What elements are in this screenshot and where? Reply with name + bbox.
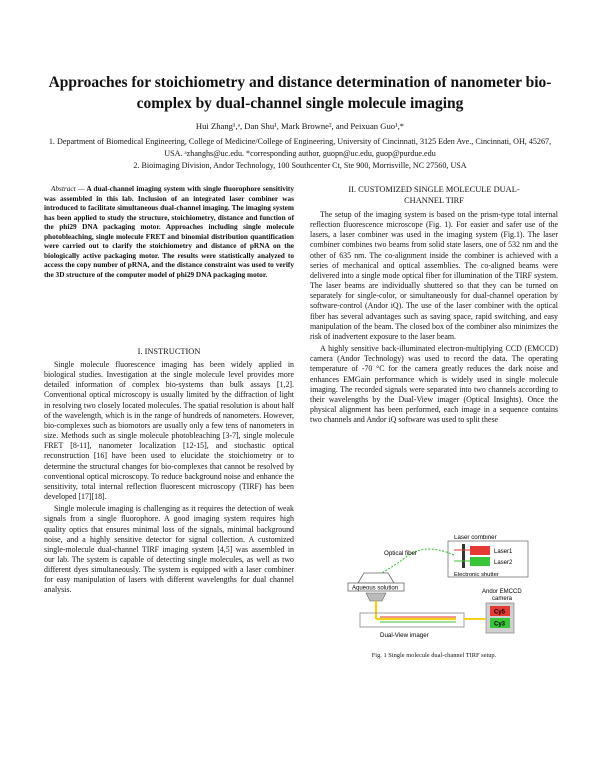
cy5-label: Cy5 (494, 609, 506, 616)
abstract (44, 184, 294, 279)
section-2-heading-line-2: CHANNEL TIRF (404, 196, 464, 205)
abstract-label: Abstract — (50, 184, 85, 193)
section-2-body (310, 210, 558, 427)
objective-lens-icon (366, 593, 386, 601)
abstract-text: A dual-channel imaging system with single fluorophore sensitivity was assembled in this lab. Inclusion of an integrated laser combiner was introduced to facilitate simultaneous dual-channel imaging. The imaging system has been applied to study the structure, stoichiometry, distance and function of the phi29 DNA packaging motor. Approaches including single molecule photobleaching, single molecule FRET and binomial distribution quantification were carried out to clarify the stoichiometry and distance of pRNA on the biologically active packaging motor. The results were statistically analyzed to access the copy number of pRNA, and the distance constraint was used to verify the 3D structure of the computer model of phi29 DNA packaging motor. (44, 184, 294, 279)
section-2-heading (310, 184, 558, 206)
camera-label-line2: camera (492, 596, 513, 602)
prism-icon (358, 573, 394, 583)
section-2-paragraph-1: The setup of the imaging system is based on the prism-type total internal reflection fluorescence microscope (Fig. 1). For easier and safer use of the lasers, a laser combiner was used in the imaging system (Fig.1). The laser combiner combines two beams from solid state lasers, one of 532 nm and the other of 635 nm. The co-alignment inside the combiner is achieved with a series of mechanical and optical assemblies. The co-aligned beams were delivered into a single mode optical fiber for illumination of the TIRF system. The laser beams are individually shuttered so that they can be turned on separately for single-color, or simultaneously for dual-channel operation by software-control (Andor iQ). The use of the laser combiner with the optical fiber has several advantages such as saving space, rapid switching, and easy manipulation of the beam. The closed box of the combiner also minimizes the risk of inadvertent exposure to the laser beam. (310, 210, 558, 341)
laser1-label: Laser1 (494, 549, 513, 555)
figure-1-caption: Fig. 1 Single molecule dual-channel TIRF setup. (371, 652, 497, 659)
figure-1-setup (336, 535, 546, 647)
section-1-body (44, 360, 294, 598)
laser2-icon (470, 557, 490, 566)
section-2-heading-line-1: II. CUSTOMIZED SINGLE MOLECULE DUAL- (348, 185, 520, 194)
camera-label-line1: Andor EMCCD (482, 589, 522, 595)
laser2-label: Laser2 (494, 560, 513, 566)
section-1-paragraph-1: Single molecule fluorescence imaging has been widely applied in biological studies. Investigation at the single molecule level provides more detailed information of complex bio-systems than bulk assays [1,2]. Conventional optical microscopy is usually limited by the diffraction of light in resolving two closely located molecules. The spatial resolution is about half of the wavelength, which is in the range of hundreds of nanometers. However, bio-complexes such as biomotors are usually only a few tens of nanometers in size. Methods such as single molecule photobleaching [3-7], single molecule FRET [8-11], nanometer localization [12-15], and stochastic optical reconstruction [16] have been used to elucidate the stoichiometry or to determine the structural changes for bio-complexes that cannot be resolved by conventional optical microscopy. To reduce background noise and enhance the sensitivity, total internal reflection fluorescent microscopy (TIRF) has been developed [17][18]. (44, 360, 294, 502)
laser-combiner-label: Laser combiner (454, 535, 497, 541)
section-1-heading: I. INSTRUCTION (137, 347, 201, 356)
section-1-paragraph-2: Single molecule imaging is challenging as it requires the detection of weak signals from a single fluorophore. A good imaging system requires high quality optics that ensures minimal loss of the signals, minimal background noise, and a highly sensitive detector for signal collection. A customized single-molecule dual-channel TIRF imaging system [4,5] was assembled in our lab. The system is capable of detecting single molecules, as well as two different dyes simultaneously. The system is equipped with a laser combiner for easy manipulation of lasers with different wavelengths for dual channel analysis. (44, 504, 294, 595)
laser1-icon (470, 546, 490, 555)
optical-fiber-label: Optical fiber (384, 550, 418, 557)
shutter-label: Electronic shutter (454, 572, 499, 578)
author-list: Hui Zhang¹,ᵃ, Dan Shu¹, Mark Browne², and Peixuan Guo¹,* (195, 121, 405, 131)
aqueous-label: Aqueous solution (352, 585, 399, 592)
paper-title: Approaches for stoichiometry and distance determination of nanometer bio-complex by dual-channel single molecule imaging (48, 74, 552, 112)
dual-view-label: Dual-View imager (380, 632, 429, 639)
electronic-shutter-icon (462, 544, 465, 568)
section-2-paragraph-2: A highly sensitive back-illuminated electron-multiplying CCD (EMCCD) camera (Andor Technology) was used to record the data. The operating temperature of -70 °C for the camera greatly reduces the dark noise and enhances EMGain performance which is widely used in single molecule imaging. The recorded signals were separated into two channels according to their wavelengths by the Dual-View imager (Optical Insights). Once the physical alignment has been performed, each image in a sequence contains two channels and Andor iQ software was used to split these (310, 344, 558, 425)
affiliation-1: 1. Department of Biomedical Engineering, College of Medicine/College of Engineering, University of Cincinnati, 3125 Eden Ave., Cincinnati, OH, 45267, USA. ᵃzhanghs@uc.edu. *corresponding author, guopn@uc.edu, guop@purdue.edu (48, 137, 552, 158)
affiliation-2: 2. Bioimaging Division, Andor Technology, 100 Southcenter Ct, Ste 900, Morrisville, NC 27560, USA (133, 160, 467, 170)
affiliations (40, 136, 560, 171)
cy3-label: Cy3 (494, 621, 506, 628)
